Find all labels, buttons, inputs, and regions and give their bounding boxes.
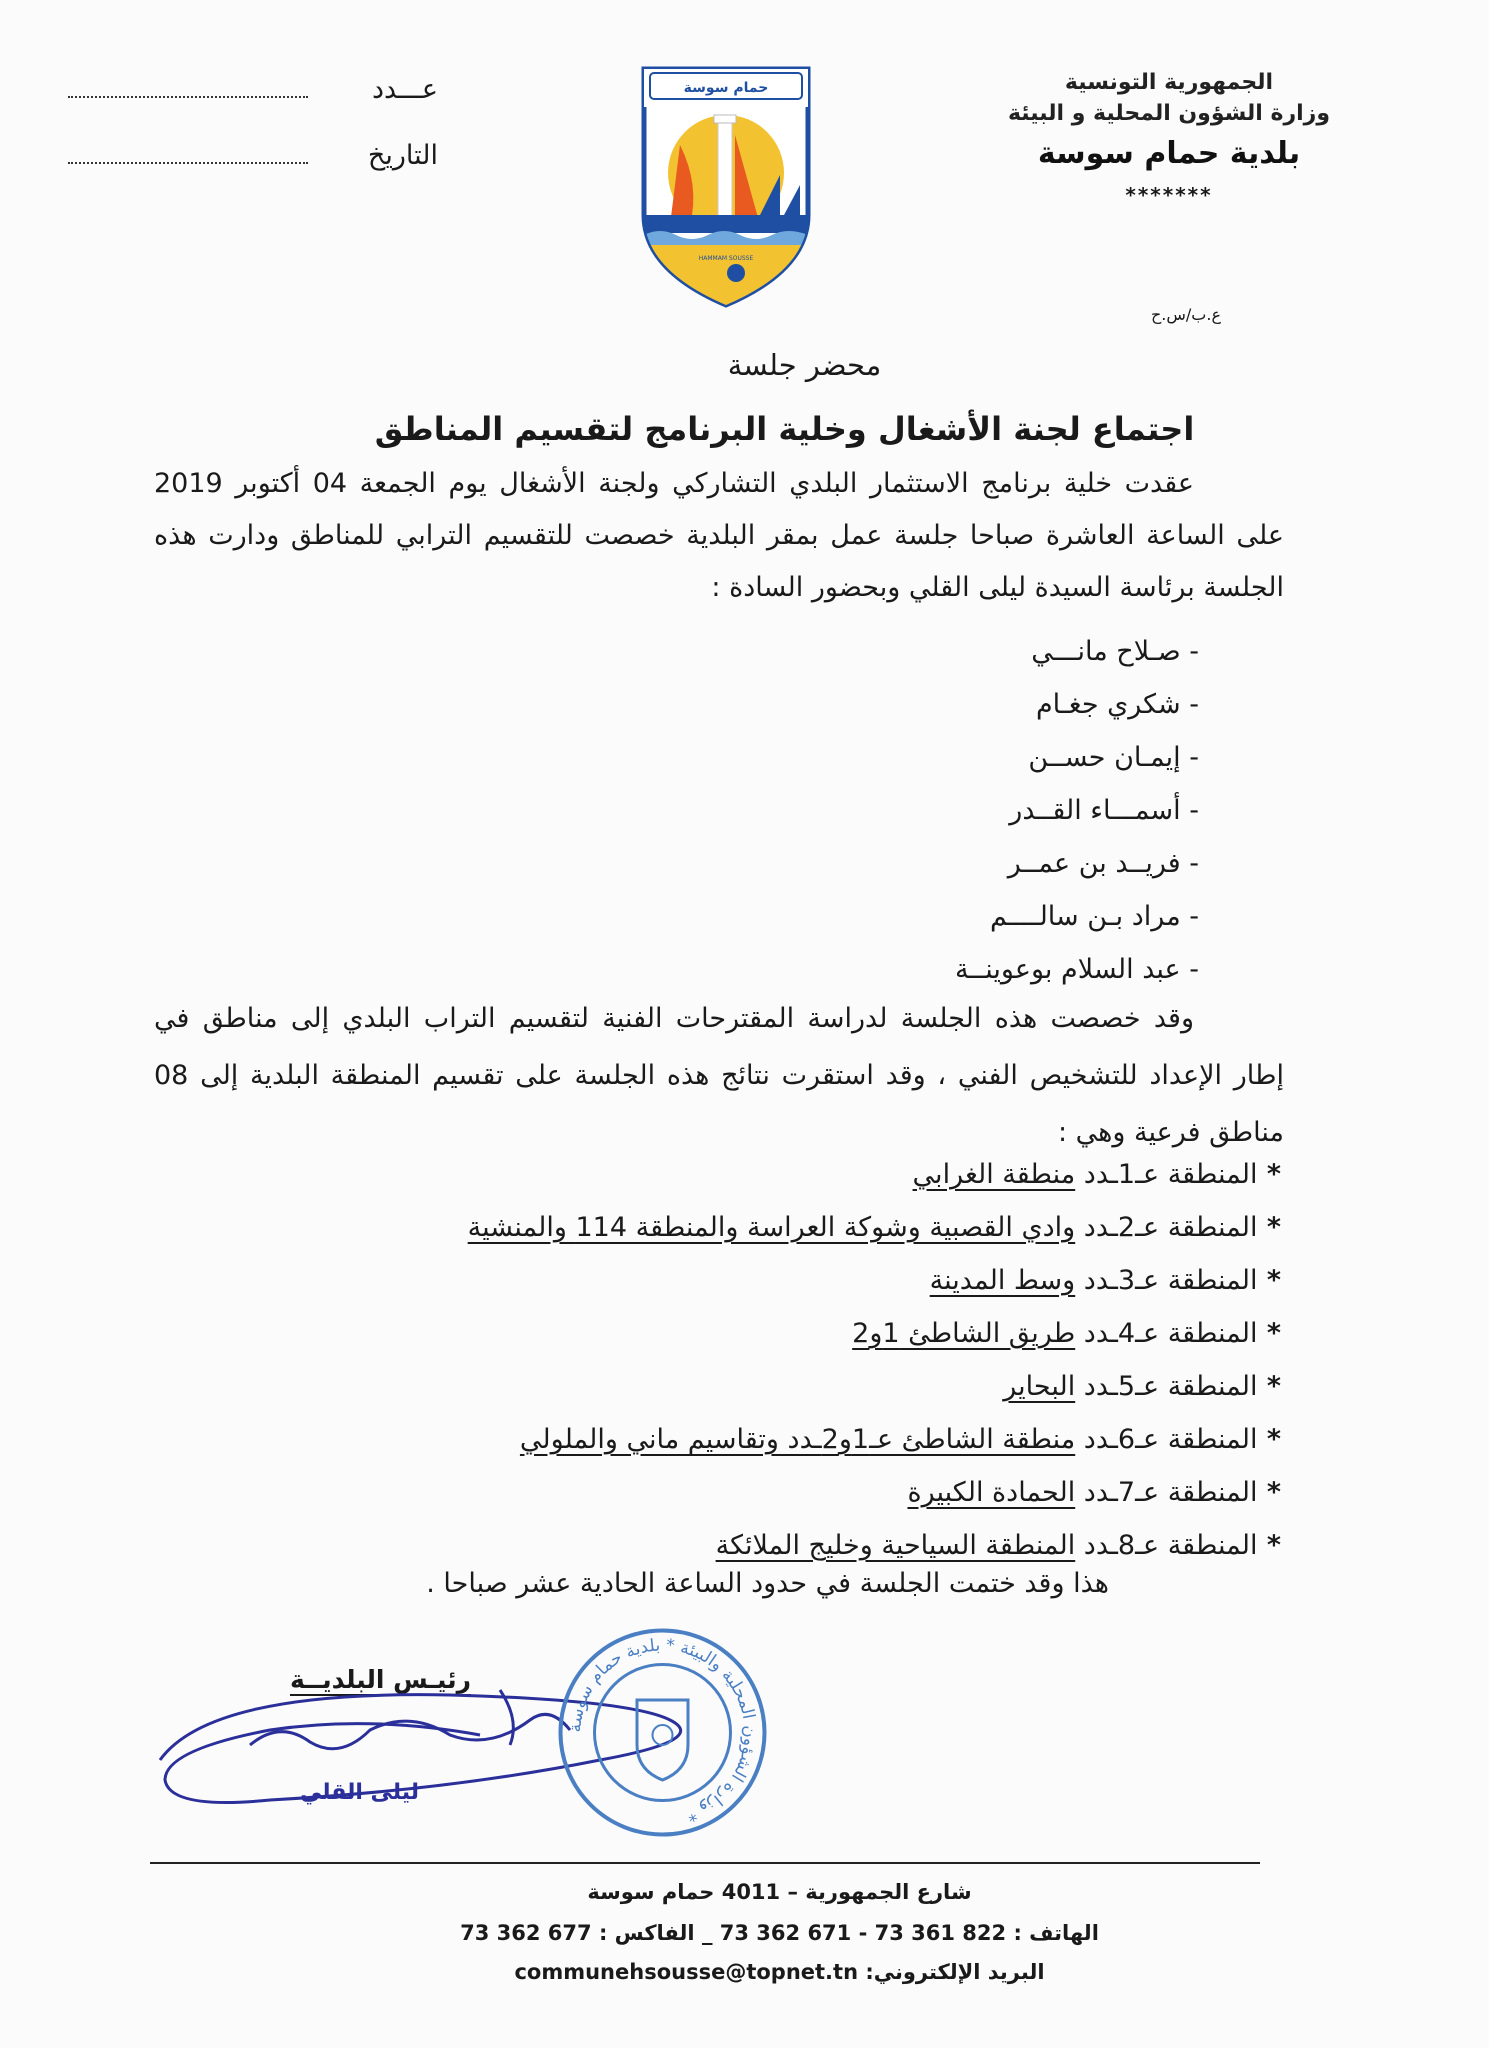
list-item: - أسمـــاء القــدر (955, 784, 1199, 837)
zones-list (468, 1148, 1281, 1572)
list-item: - عبد السلام بوعوينــة (955, 943, 1199, 996)
date-label: التاريخ (367, 140, 438, 171)
zone-name: وسط المدينة (929, 1265, 1076, 1296)
logo-banner-text: حمام سوسة (683, 80, 769, 96)
zone-name: وادي القصبية وشوكة العراسة والمنطقة 114 والمنشية (467, 1212, 1076, 1243)
zone-item (468, 1148, 1281, 1201)
fax-number: 73 362 677 (460, 1921, 592, 1945)
document-title: محضر جلسة (727, 348, 882, 382)
footer-email (0, 1960, 1489, 1984)
letterhead-issuer (999, 70, 1339, 207)
number-label: عـــدد (371, 74, 438, 105)
signatory-title: رئيـس البلديــة (290, 1665, 472, 1694)
zone-name: منطقة الغرابي (912, 1159, 1076, 1190)
zone-label: المنطقة عـ5ـدد (1083, 1371, 1258, 1402)
number-date-block (68, 72, 438, 204)
footer-address: شارع الجمهورية – 4011 حمام سوسة (587, 1880, 972, 1904)
date-row (68, 138, 438, 204)
attendees-list (955, 625, 1199, 996)
stars-divider: ******* (1125, 183, 1213, 207)
list-item: - مراد بـن سالــــم (955, 890, 1199, 943)
zone-name: منطقة الشاطئ عـ1و2ـدد وتقاسيم ماني والملولي (519, 1424, 1076, 1455)
list-item: - إيمـان حســن (955, 731, 1199, 784)
document-subtitle: اجتماع لجنة الأشغال وخلية البرنامج لتقسيم المناطق (374, 410, 1195, 448)
municipality-crest-logo (640, 65, 812, 310)
zone-name: البحاير (1003, 1371, 1076, 1402)
reference-code: ع.ب/س.ح (1150, 305, 1221, 324)
phone-label: الهاتف : (1013, 1921, 1099, 1945)
email-label: البريد الإلكتروني: (865, 1960, 1045, 1984)
logo-caption: HAMMAM SOUSSE (698, 255, 754, 262)
zone-name: المنطقة السياحية وخليج الملائكة (715, 1530, 1076, 1561)
zone-label: المنطقة عـ7ـدد (1083, 1477, 1258, 1508)
date-dotted-line (68, 138, 308, 164)
zone-item (468, 1307, 1281, 1360)
list-item: - صـلاح مانـــي (955, 625, 1199, 678)
republic-line: الجمهورية التونسية (1064, 70, 1274, 95)
zone-label: المنطقة عـ3ـدد (1083, 1265, 1258, 1296)
intro-paragraph: عقدت خلية برنامج الاستثمار البلدي التشاركي ولجنة الأشغال يوم الجمعة 04 أكتوبر 2019 على الساعة العاشرة صباحا جلسة عمل بمقر البلدية خصصت للتقسيم الترابي للمناطق ودارت هذه الجلسة برئاسة السيدة ليلى القلي وبحضور السادة : (154, 468, 1284, 603)
closing-sentence: هذا وقد ختمت الجلسة في حدود الساعة الحادية عشر صباحا . (426, 1568, 1109, 1599)
zone-item (468, 1201, 1281, 1254)
official-stamp (555, 1625, 770, 1840)
phone-numbers: 73 362 671 - 73 361 822 (719, 1921, 1007, 1945)
municipality-line: بلدية حمام سوسة (1037, 136, 1301, 171)
zone-name: طريق الشاطئ 1و2 (852, 1318, 1076, 1349)
purpose-paragraph: وقد خصصت هذه الجلسة لدراسة المقترحات الفنية لتقسيم التراب البلدي إلى مناطق في إطار الإعداد للتشخيص الفني ، وقد استقرت نتائج هذه الجلسة على تقسيم المنطقة البلدية إلى 08 مناطق فرعية وهي : (154, 1003, 1284, 1148)
zone-label: المنطقة عـ2ـدد (1083, 1212, 1258, 1243)
zone-item (468, 1413, 1281, 1466)
number-dotted-line (68, 72, 308, 98)
zone-item (468, 1519, 1281, 1572)
footer-phone-fax: الهاتف : 73 362 671 - 73 361 822 _ الفاكس : 73 362 677 (460, 1921, 1099, 1945)
ministry-line: وزارة الشؤون المحلية و البيئة (1007, 101, 1331, 126)
zone-label: المنطقة عـ8ـدد (1083, 1530, 1258, 1561)
stamp-ring-text: وزارة الشؤون المحلية والبيئة * بلدية حمام سوسة * (565, 1635, 760, 1826)
zone-item (468, 1466, 1281, 1519)
zone-label: المنطقة عـ6ـدد (1083, 1424, 1258, 1455)
signatory-name: ليلى القلي (300, 1780, 420, 1805)
zone-label: المنطقة عـ1ـدد (1083, 1159, 1258, 1190)
zone-name: الحمادة الكبيرة (907, 1477, 1076, 1508)
zone-item (468, 1360, 1281, 1413)
zone-label: المنطقة عـ4ـدد (1083, 1318, 1258, 1349)
list-item: - فريــد بن عمــر (955, 837, 1199, 890)
fax-label: الفاكس : (598, 1921, 695, 1945)
list-item: - شكري جغـام (955, 678, 1199, 731)
email-address: communehsousse@topnet.tn (514, 1960, 859, 1984)
zone-item (468, 1254, 1281, 1307)
number-row (68, 72, 438, 138)
footer-divider (150, 1862, 1260, 1864)
